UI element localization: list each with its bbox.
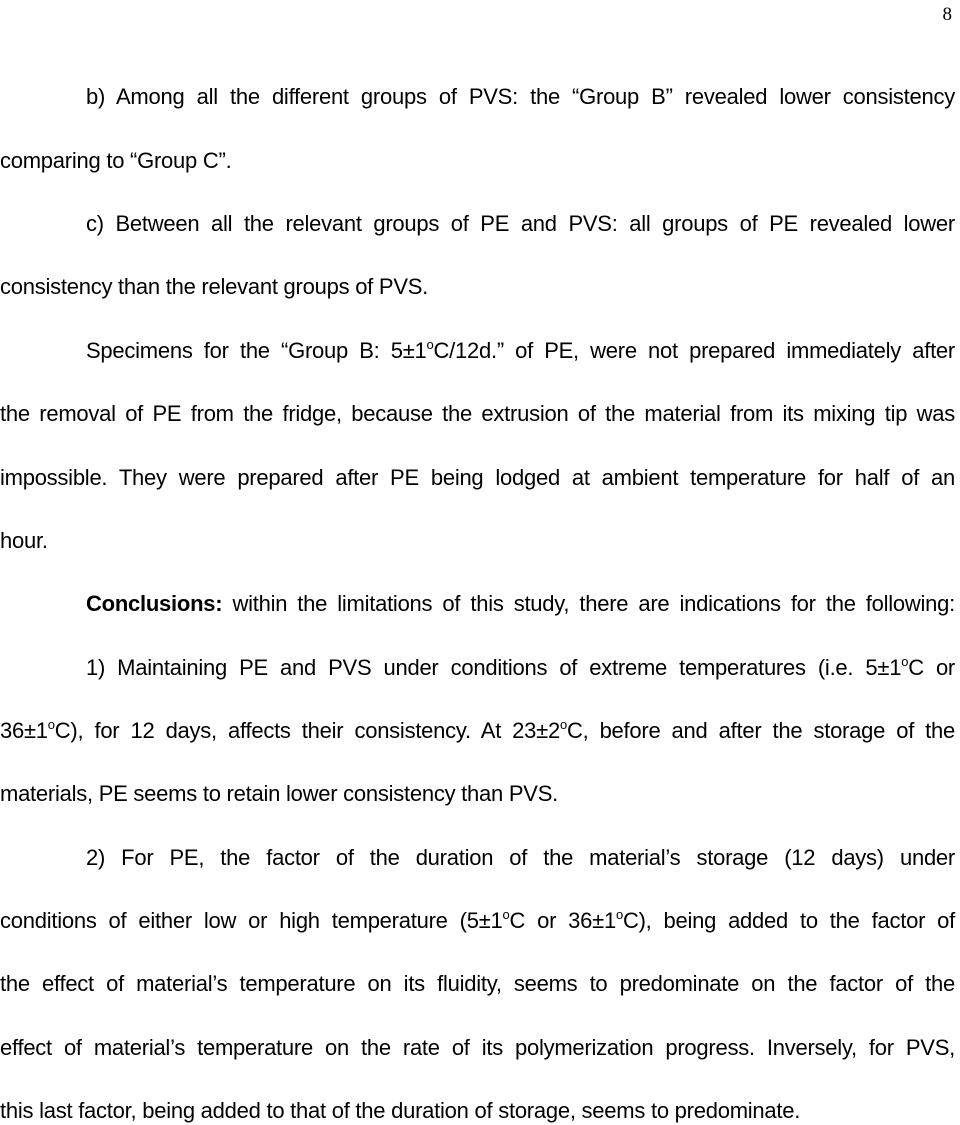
text-line: [86, 654, 955, 682]
text-line: comparing to “Group C”.: [0, 148, 232, 173]
degree-superscript: o: [47, 717, 55, 732]
text-line: materials, PE seems to retain lower consistency than PVS.: [0, 781, 558, 806]
text-segment: 36±1: [0, 718, 48, 743]
text-segment: 1) Maintaining PE and PVS under conditions of extreme temperatures (i.e. 5±1: [86, 655, 902, 680]
page-number: 8: [942, 4, 952, 25]
text-line: hour.: [0, 528, 48, 553]
degree-superscript: o: [901, 654, 909, 669]
text-line: [0, 907, 955, 935]
text-line: 2) For PE, the factor of the duration of the material’s storage (12 days) under: [86, 845, 955, 870]
text-line: consistency than the relevant groups of PVS.: [0, 274, 429, 299]
text-line: [86, 590, 955, 618]
degree-superscript: o: [426, 337, 434, 352]
text-line: the removal of PE from the fridge, because the extrusion of the material from its mixing tip was: [0, 401, 955, 426]
text-segment: C, before and after the storage of the: [566, 718, 955, 743]
text-segment: Specimens for the “Group B: 5±1: [86, 338, 427, 363]
text-segment: within the limitations of this study, there are indications for the following:: [222, 591, 955, 616]
text-line: [86, 337, 955, 365]
text-line: impossible. They were prepared after PE being lodged at ambient temperature for half of an: [0, 465, 955, 490]
text-line: c) Between all the relevant groups of PE and PVS: all groups of PE revealed lower: [86, 211, 955, 236]
degree-superscript: o: [502, 907, 510, 922]
text-segment: C or 36±1: [509, 908, 616, 933]
text-segment: C), for 12 days, affects their consistency. At 23±2: [54, 718, 560, 743]
text-line: [0, 717, 955, 745]
degree-superscript: o: [559, 717, 567, 732]
text-line: the effect of material’s temperature on its fluidity, seems to predominate on the factor of the: [0, 971, 955, 996]
text-segment: C or: [908, 655, 956, 680]
text-line: this last factor, being added to that of the duration of storage, seems to predominate.: [0, 1098, 801, 1123]
degree-superscript: o: [615, 907, 623, 922]
text-segment: conditions of either low or high temperature (5±1: [0, 908, 503, 933]
text-line: effect of material’s temperature on the rate of its polymerization progress. Inversely, for PVS,: [0, 1035, 955, 1060]
conclusions-label: Conclusions:: [86, 591, 223, 616]
text-segment: C), being added to the factor of: [622, 908, 955, 933]
text-line: b) Among all the different groups of PVS: the “Group B” revealed lower consistency: [86, 84, 955, 109]
text-segment: C/12d.” of PE, were not prepared immediately after: [433, 338, 955, 363]
